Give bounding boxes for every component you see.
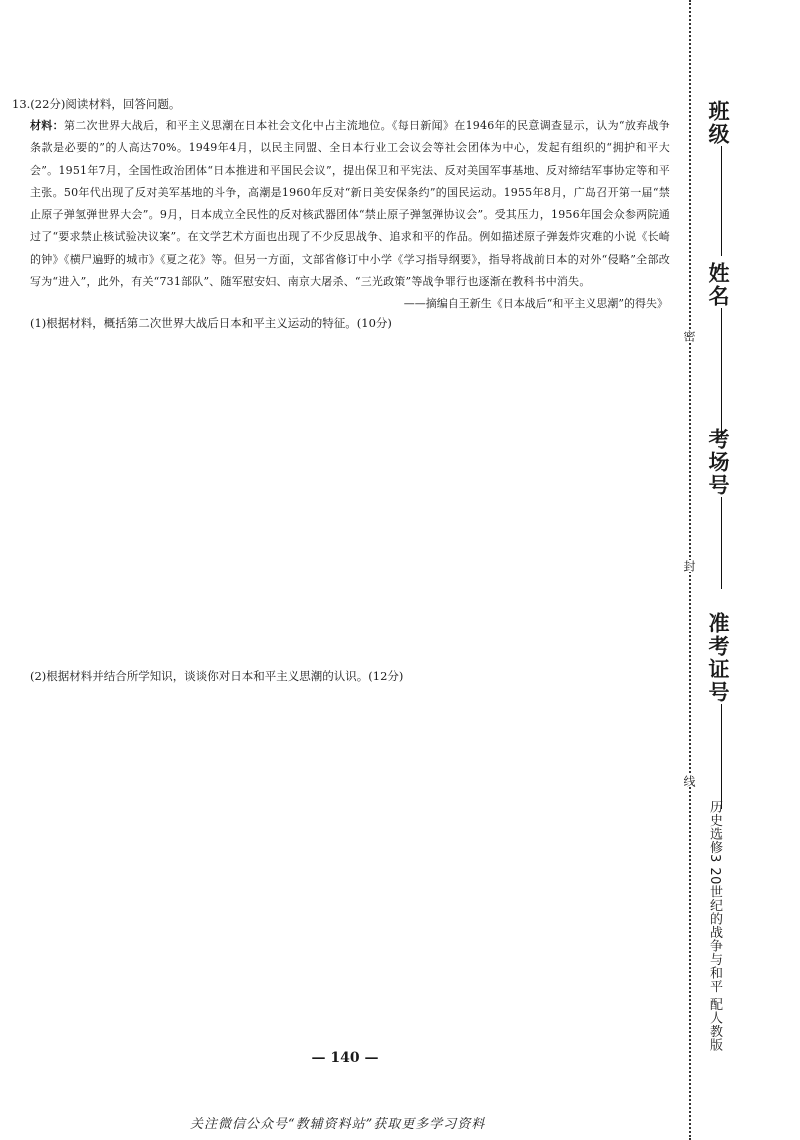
class-blank[interactable] bbox=[721, 146, 722, 256]
ticket-number-blank[interactable] bbox=[721, 704, 722, 809]
seal-mark-mi: 密 bbox=[682, 330, 696, 342]
material-source: ——摘编自王新生《日本战后“和平主义思潮”的得失》 bbox=[403, 297, 668, 310]
ticket-number-field[interactable] bbox=[698, 612, 738, 809]
exam-room-blank[interactable] bbox=[721, 497, 722, 589]
footer-note: 关注微信公众号“教辅资料站”获取更多学习资料 bbox=[190, 1117, 486, 1132]
name-field[interactable] bbox=[698, 262, 738, 438]
seal-mark-feng: 封 bbox=[682, 560, 696, 572]
material-passage bbox=[30, 115, 670, 293]
exam-room-field[interactable] bbox=[698, 428, 738, 589]
material-text: 第二次世界大战后，和平主义思潮在日本社会文化中占主流地位。《每日新闻》在1946年的民意调查显示，认为“放弃战争条款是必要的”的人高达70%。1949年4月，以民主同盟、全日本行业工会议会等社会团体为中心，发起有组织的“拥护和平大会”。1951年7月，全国性政治团体“日本推进和平国民会议”，提出保卫和平宪法、反对美国军事基地、反对缔结军事协定等和平主张。50年代出现了反对美军基地的斗争，高潮是1960年反对“新日美安保条约”的国民运动。1955年8月，广岛召开第一届“禁止原子弹氢弹世界大会”。9月，日本成立全民性的反对核武器团体“禁止原子弹氢弹协议会”。受其压力，1956年国会众参两院通过了“要求禁止核试验决议案”。在文学艺术方面也出现了不少反思战争、追求和平的作品。例如描述原子弹轰炸灾难的小说《长崎的钟》《横尸遍野的城市》《夏之花》等。但另一方面，文部省修订中小学《学习指导纲要》，指导将战前日本的对外“侵略”全部改写为“进入”，此外，有关“731部队”、随军慰安妇、南京大屠杀、“三光政策”等战争罪行也逐渐在教科书中消失。 bbox=[30, 119, 670, 289]
material-label: 材料： bbox=[30, 119, 64, 132]
sub-question-1: (1)根据材料，概括第二次世界大战后日本和平主义运动的特征。(10分) bbox=[30, 316, 392, 330]
question-heading: 13.(22分)阅读材料，回答问题。 bbox=[12, 97, 181, 111]
edition-label: 历史选修3 20世纪的战争与和平 配人教版 bbox=[707, 800, 722, 1052]
ticket-number-label: 准考证号 bbox=[706, 612, 730, 704]
seal-mark-xian: 线 bbox=[682, 775, 696, 787]
name-label: 姓名 bbox=[706, 262, 730, 308]
page-number: — 140 — bbox=[311, 1050, 379, 1066]
class-label: 班级 bbox=[706, 100, 730, 146]
name-blank[interactable] bbox=[721, 308, 722, 438]
sub-question-2: (2)根据材料并结合所学知识，谈谈你对日本和平主义思潮的认识。(12分) bbox=[30, 669, 404, 683]
exam-room-label: 考场号 bbox=[706, 428, 730, 497]
class-field[interactable] bbox=[698, 100, 738, 256]
